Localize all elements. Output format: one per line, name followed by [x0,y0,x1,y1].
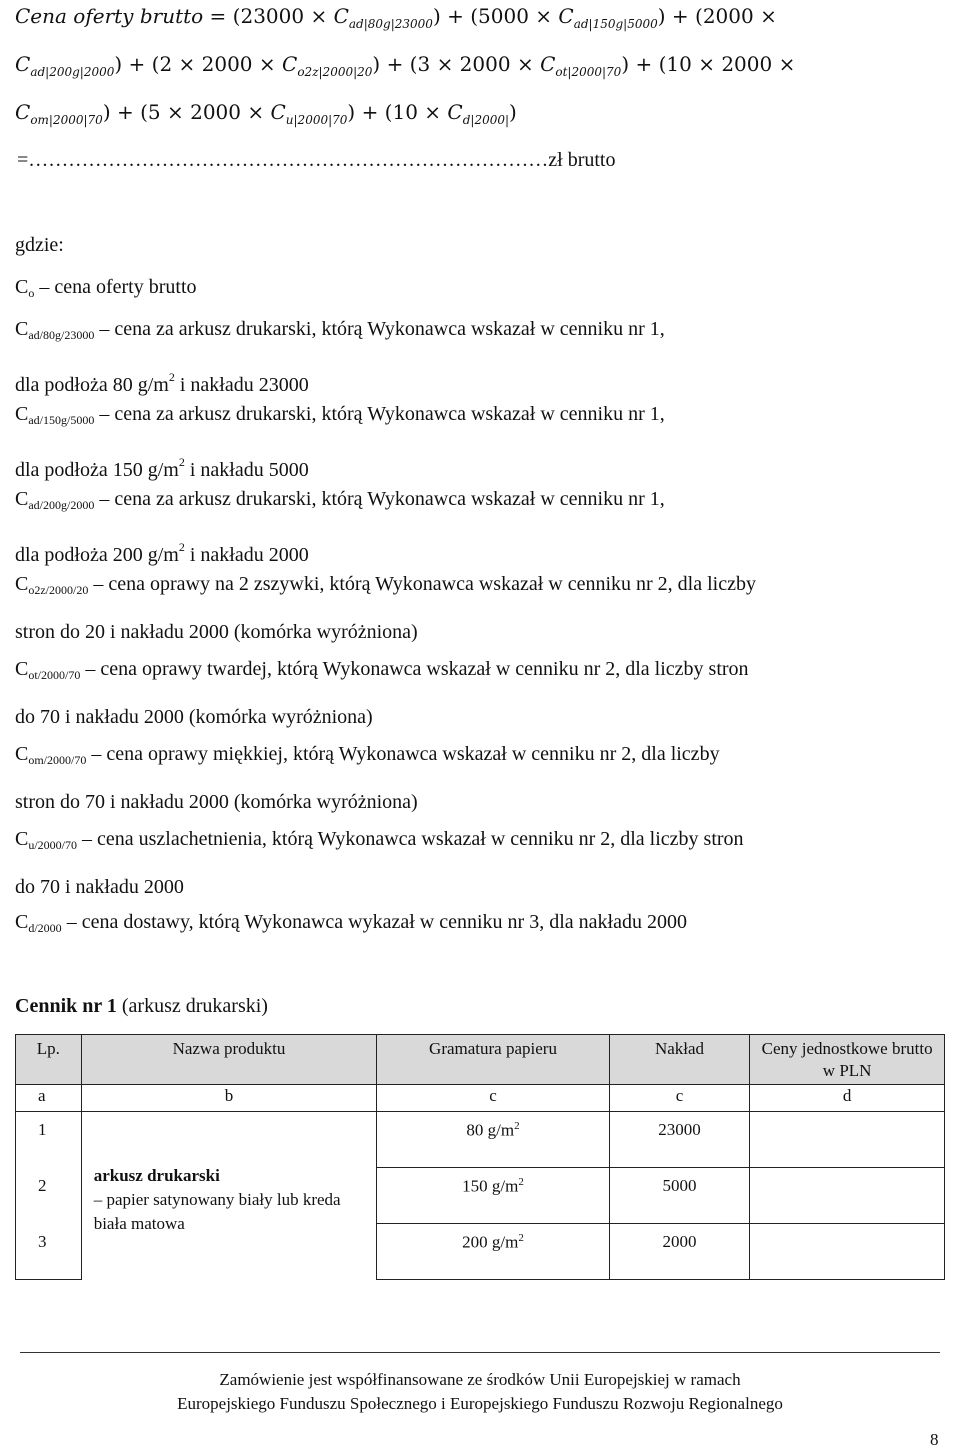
row-gramatura: 80 $g/m^2$ [377,1112,610,1168]
header-nazwa: Nazwa produktu [81,1035,377,1085]
dots-placeholder: …………………………………………………………………… [28,149,549,171]
product-name-bold: arkusz drukarski [93,1165,220,1185]
legend-item-co: $C_o$ – cena oferty brutto [15,276,197,300]
page-number: 8 [930,1430,939,1449]
row-cena [750,1224,945,1280]
footer-line-1: Zamówienie jest współfinansowane ze środków Unii Europejskiej w ramach [219,1370,741,1389]
letter-c1: c [377,1085,610,1112]
row-cena [750,1112,945,1168]
legend-item-o2z: $C_{o2z/2000/20}$ – cena oprawy na 2 zszywki, którą Wykonawca wskazał w cenniku nr 2, dla liczby stron do 20 i nakładu 2000 (komórka wyróżniona) [15,573,756,643]
equals-sign: = [17,149,29,171]
header-lp: Lp. [16,1035,82,1085]
formula-line-1: Cena oferty brutto = $(23000 \times C_{ad|80g|23000}) + (5000 \times C_{ad|150g|5000}) + (2000$ × [15,4,777,31]
row-gramatura: 150 $g/m^2$ [377,1168,610,1224]
legend-item-ad80: $C_{ad/80g/23000}$ – cena za arkusz drukarski, którą Wykonawca wskazał w cenniku nr 1, dla podłoża 80 $g/m^2$ i nakładu 23000 [15,318,665,396]
row-lp: 1 [16,1112,82,1168]
table-letters-row [16,1085,945,1112]
legend-item-om: $C_{om/2000/70}$ – cena oprawy miękkiej, którą Wykonawca wskazał w cenniku nr 2, dla liczby stron do 70 i nakładu 2000 (komórka wyróżniona) [15,743,720,813]
cennik-table [15,1034,945,1280]
table-row [16,1112,945,1168]
letter-d: d [750,1085,945,1112]
letter-a: a [16,1085,82,1112]
formula-line-3: $C_{om|2000|70}) + (5 \times 2000 \times C_{u|2000|70}) + (10 \times C_{d|2000|})$ [15,100,517,127]
product-name [81,1112,377,1280]
letter-c2: c [609,1085,749,1112]
row-naklad: 2000 [609,1224,749,1280]
row-naklad: 23000 [609,1112,749,1168]
legend-item-ad150: $C_{ad/150g/5000}$ – cena za arkusz drukarski, którą Wykonawca wskazał w cenniku nr 1, dla podłoża 150 $g/m^2$ i nakładu 5000 [15,403,665,481]
row-gramatura: 200 $g/m^2$ [377,1224,610,1280]
formula-result [17,148,616,172]
cennik-title-rest: (arkusz drukarski) [121,995,268,1017]
row-cena [750,1168,945,1224]
product-name-desc: – papier satynowany biały lub kreda biała matowa [93,1189,341,1233]
footer-divider [20,1352,940,1353]
result-unit: zł brutto [548,149,616,171]
legend-item-u: $C_{u/2000/70}$ – cena uszlachetnienia, którą Wykonawca wskazał w cenniku nr 2, dla liczby stron do 70 i nakładu 2000 [15,828,744,898]
footer-line-2: Europejskiego Funduszu Społecznego i Europejskiego Funduszu Rozwoju Regionalnego [177,1394,783,1413]
header-ceny: Ceny jednostkowe brutto w PLN [750,1035,945,1085]
letter-b: b [81,1085,377,1112]
formula-line-2: $C_{ad|200g|2000}) + (2 \times 2000 \times C_{o2z|2000|20}) + (3 \times 2000 \times C_{ot|2000|70}) + (10 \times 2000$ × [15,52,796,79]
header-naklad: Nakład [609,1035,749,1085]
cennik-title [15,994,268,1018]
row-lp: 2 [16,1168,82,1224]
legend-item-d: $C_{d/2000}$ – cena dostawy, którą Wykonawca wykazał w cenniku nr 3, dla nakładu 2000 [15,911,687,935]
legend-item-ad200: $C_{ad/200g/2000}$ – cena za arkusz drukarski, którą Wykonawca wskazał w cenniku nr 1, dla podłoża 200 $g/m^2$ i nakładu 2000 [15,488,665,566]
header-gramatura: Gramatura papieru [377,1035,610,1085]
legend-intro: gdzie: [15,234,64,256]
cennik-title-bold: Cennik nr 1 [15,995,117,1017]
row-naklad: 5000 [609,1168,749,1224]
table-header-row [16,1035,945,1085]
row-lp: 3 [16,1224,82,1280]
legend-item-ot: $C_{ot/2000/70}$ – cena oprawy twardej, którą Wykonawca wskazał w cenniku nr 2, dla liczby stron do 70 i nakładu 2000 (komórka wyróżniona) [15,658,749,728]
